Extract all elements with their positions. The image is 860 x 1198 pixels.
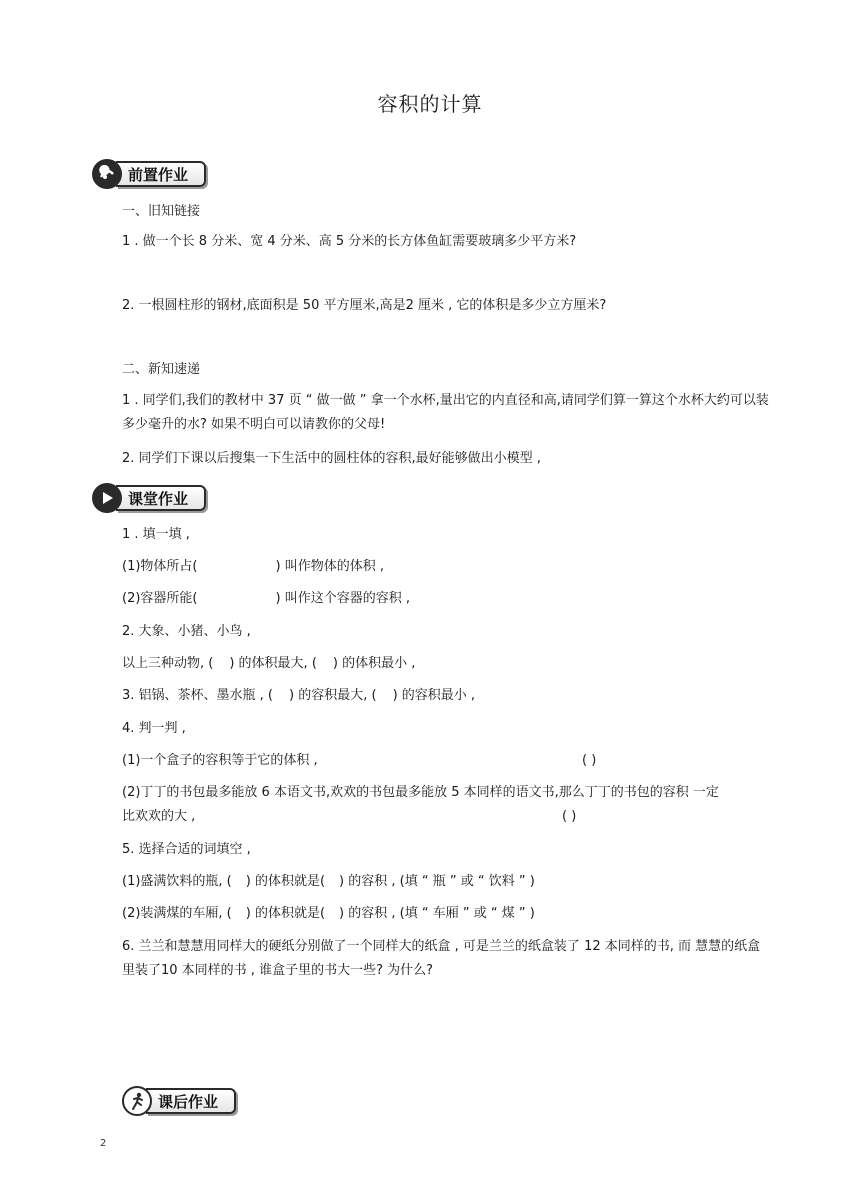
- text-segment: 以上三种动物, (: [122, 656, 214, 671]
- text-segment: ) 的体积最小 ,: [332, 656, 416, 671]
- text-segment: (1)物体所占(: [122, 559, 198, 574]
- judge-bracket-1: ( ): [582, 753, 597, 768]
- section-banner-class: [92, 482, 206, 514]
- text-segment: 3. 铝锅、茶杯、墨水瓶 , (: [122, 688, 274, 703]
- text-segment: ) 叫作这个容器的容积 ,: [275, 591, 410, 606]
- text-segment: (2)装满煤的车厢, (: [122, 906, 232, 921]
- classwork-line-10: 比欢欢的大 ,: [122, 809, 196, 824]
- text-segment: ) 的体积最大, (: [229, 656, 317, 671]
- section-banner-after: [122, 1085, 236, 1117]
- classwork-line-12: [122, 873, 535, 891]
- page-title: 容积的计算: [377, 92, 483, 116]
- text-segment: ) 的容积 , (填 “ 车厢 ” 或 “ 煤 ” ): [339, 906, 535, 921]
- classwork-line-13: [122, 905, 535, 923]
- page-number: 2: [100, 1138, 107, 1149]
- classwork-line-2: [122, 558, 384, 576]
- classwork-line-4: 2. 大象、小猪、小鸟 ,: [122, 624, 251, 639]
- new-knowledge-2: 2. 同学们下课以后搜集一下生活中的圆柱体的容积,最好能够做出小模型 ,: [122, 451, 541, 466]
- classwork-line-8: (1)一个盒子的容积等于它的体积 ,: [122, 753, 318, 768]
- section-label-pre: 前置作业: [116, 161, 206, 187]
- section-label-class: 课堂作业: [116, 485, 206, 511]
- text-segment: (1)盛满饮料的瓶, (: [122, 874, 232, 889]
- text-segment: ) 的容积 , (填 “ 瓶 ” 或 “ 饮料 ” ): [339, 874, 535, 889]
- question-1: 1 . 做一个长 8 分米、宽 4 分米、高 5 分米的长方体鱼缸需要玻璃多少平方米?: [122, 234, 577, 249]
- heading-old-knowledge: 一、旧知链接: [122, 204, 201, 219]
- text-segment: ) 的体积就是(: [245, 906, 326, 921]
- classwork-line-14: 6. 兰兰和慧慧用同样大的硬纸分别做了一个同样大的纸盒 , 可是兰兰的纸盒装了 12 本同样的书, 而 慧慧的纸盒里装了10 本同样的书 , 谁盒子里的书大一些? 为什么?: [122, 939, 761, 978]
- play-badge-icon: [92, 483, 122, 513]
- judge-bracket-2: ( ): [562, 809, 577, 824]
- text-segment: ) 的容积最小 ,: [392, 688, 476, 703]
- text-segment: ) 叫作物体的体积 ,: [275, 559, 384, 574]
- classwork-line-5: [122, 655, 415, 673]
- runner-badge-icon: [122, 1086, 152, 1116]
- classwork-line-3: [122, 590, 410, 608]
- section-banner-pre: [92, 158, 206, 190]
- text-segment: (2)容器所能(: [122, 591, 198, 606]
- classwork-line-1: 1 . 填一填 ,: [122, 527, 190, 542]
- classwork-line-9: (2)丁丁的书包最多能放 6 本语文书,欢欢的书包最多能放 5 本同样的语文书,那么丁丁的书包的容积 一定: [122, 785, 719, 800]
- new-knowledge-1: 1 . 同学们,我们的教材中 37 页 “ 做一做 ” 拿一个水杯,量出它的内直径和高,请同学们算一算这个水杯大约可以装多少毫升的水? 如果不明白可以请教你的父母!: [122, 393, 769, 432]
- classwork-line-6: [122, 687, 475, 705]
- heading-new-knowledge: 二、新知速递: [122, 362, 201, 377]
- section-label-after: 课后作业: [146, 1088, 236, 1114]
- text-segment: ) 的体积就是(: [245, 874, 326, 889]
- pencil-badge-icon: [92, 159, 122, 189]
- classwork-line-11: 5. 选择合适的词填空 ,: [122, 842, 251, 857]
- classwork-line-7: 4. 判一判 ,: [122, 721, 186, 736]
- question-2: 2. 一根圆柱形的钢材,底面积是 50 平方厘米,高是2 厘米 , 它的体积是多少立方厘米?: [122, 298, 607, 313]
- text-segment: ) 的容积最大, (: [289, 688, 377, 703]
